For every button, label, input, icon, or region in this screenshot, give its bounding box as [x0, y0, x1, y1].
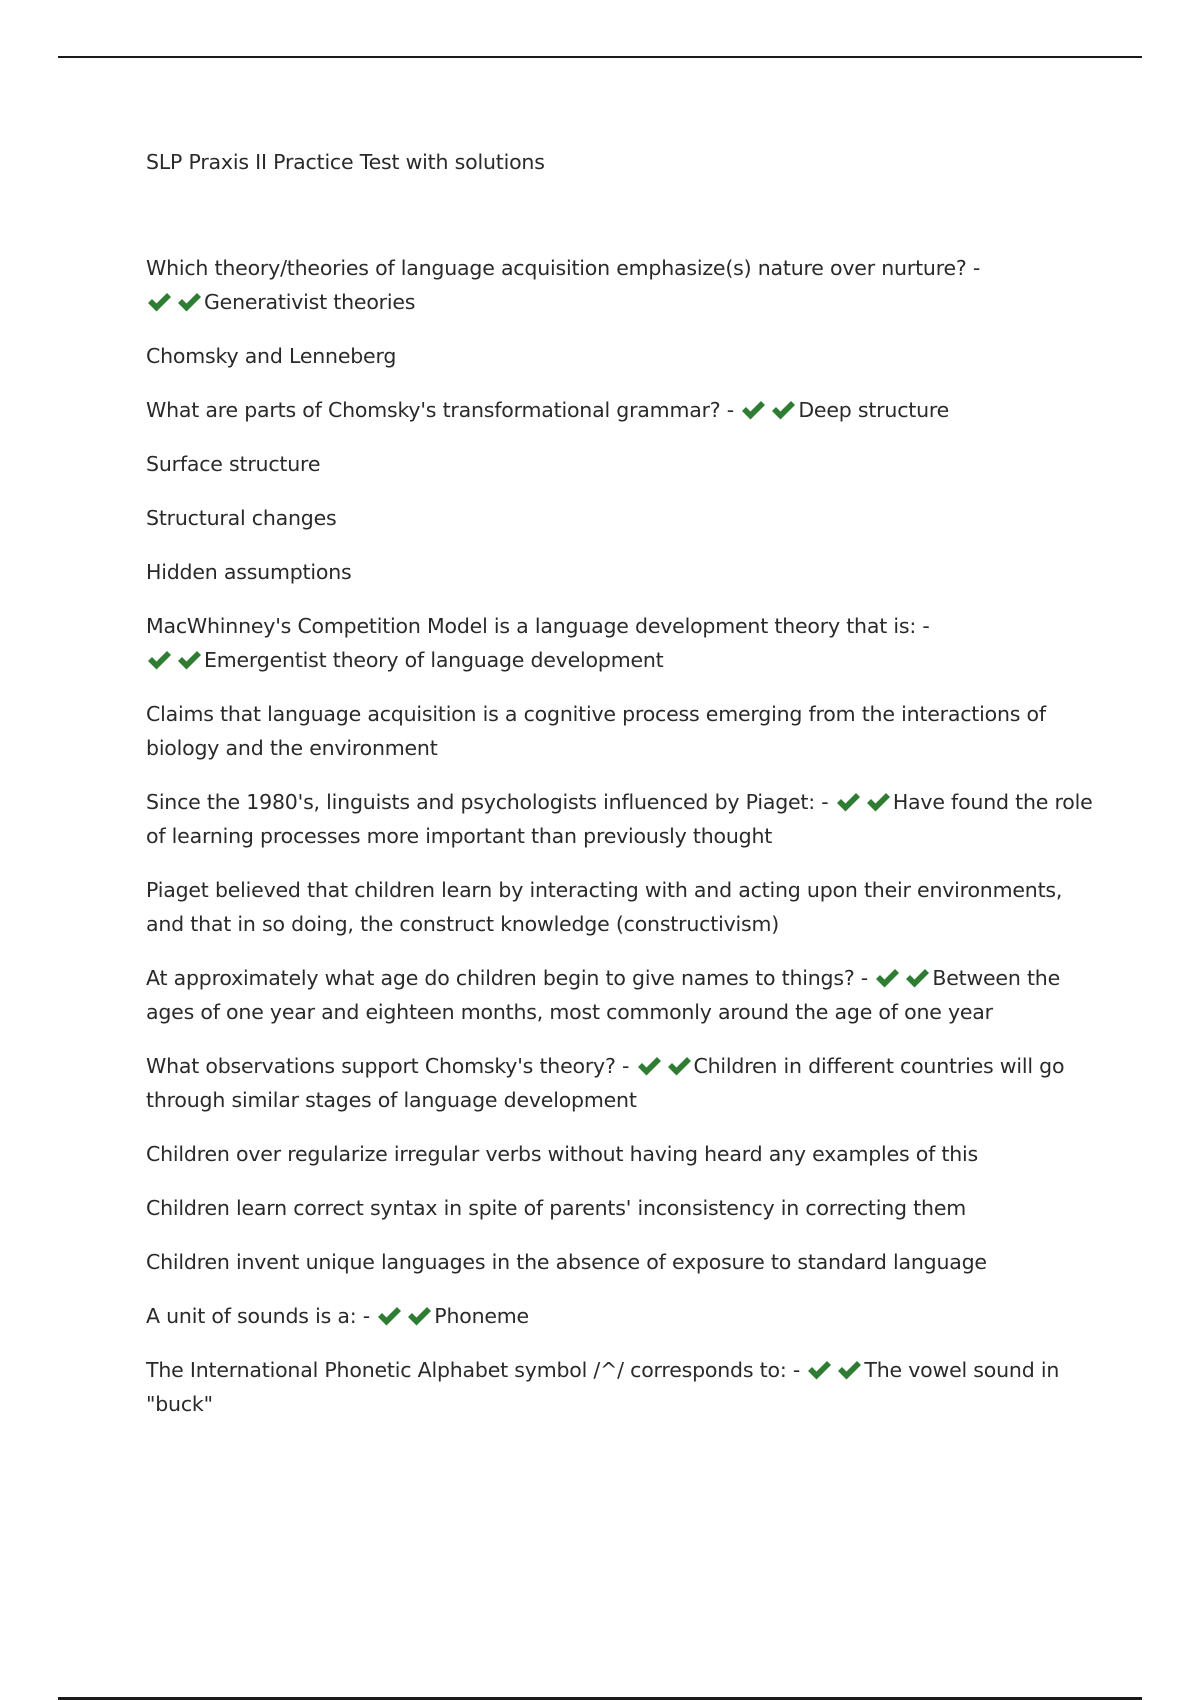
checkmark-icon [176, 291, 202, 313]
double-checkmark-icon [146, 648, 204, 672]
document-title: SLP Praxis II Practice Test with solutions [146, 150, 545, 174]
qa-paragraph [146, 393, 1106, 427]
double-checkmark-icon [806, 1358, 864, 1382]
note-paragraph: Claims that language acquisition is a cognitive process emerging from the interactions of biology and the environment [146, 702, 1046, 760]
question-text: MacWhinney's Competition Model is a language development theory that is: - [146, 614, 930, 638]
note-paragraph: Children invent unique languages in the absence of exposure to standard language [146, 1250, 987, 1274]
answer-text: Generativist theories [204, 290, 416, 314]
checkmark-icon [770, 399, 796, 421]
answer-text: Deep structure [798, 398, 950, 422]
answer-text: Emergentist theory of language development [204, 648, 664, 672]
answer-text: Between the ages of one year and eighteen months, most commonly around the age of one year [146, 966, 1061, 1024]
note-paragraph: Children learn correct syntax in spite of parents' inconsistency in correcting them [146, 1196, 966, 1220]
checkmark-icon [406, 1305, 432, 1327]
answer-text: The vowel sound in "buck" [146, 1358, 1060, 1416]
checkmark-icon [376, 1305, 402, 1327]
checkmark-icon [176, 649, 202, 671]
question-text: The International Phonetic Alphabet symbol /^/ corresponds to: - [146, 1358, 801, 1382]
double-checkmark-icon [636, 1054, 694, 1078]
question-text: Which theory/theories of language acquisition emphasize(s) nature over nurture? - [146, 256, 981, 280]
double-checkmark-icon [874, 966, 932, 990]
qa-paragraph [146, 785, 1106, 853]
qa-paragraph [146, 1353, 1106, 1421]
note-paragraph: Chomsky and Lenneberg [146, 344, 397, 368]
checkmark-icon [904, 967, 930, 989]
question-text: Since the 1980's, linguists and psychologists influenced by Piaget: - [146, 790, 829, 814]
checkmark-icon [146, 291, 172, 313]
qa-paragraph [146, 1049, 1106, 1117]
checkmark-icon [636, 1055, 662, 1077]
top-rule [58, 56, 1142, 58]
qa-paragraph [146, 609, 1106, 677]
qa-paragraph [146, 251, 1106, 319]
note-paragraph: Children over regularize irregular verbs without having heard any examples of this [146, 1142, 979, 1166]
checkmark-icon [865, 791, 891, 813]
checkmark-icon [740, 399, 766, 421]
question-text: At approximately what age do children begin to give names to things? - [146, 966, 869, 990]
note-paragraph: Hidden assumptions [146, 560, 352, 584]
checkmark-icon [666, 1055, 692, 1077]
checkmark-icon [836, 1359, 862, 1381]
note-paragraph: Piaget believed that children learn by interacting with and acting upon their environments, and that in so doing, the construct knowledge (constructivism) [146, 878, 1063, 936]
checkmark-icon [835, 791, 861, 813]
question-text: What are parts of Chomsky's transformational grammar? - [146, 398, 734, 422]
note-paragraph: Structural changes [146, 506, 337, 530]
checkmark-icon [806, 1359, 832, 1381]
checkmark-icon [146, 649, 172, 671]
question-text: What observations support Chomsky's theory? - [146, 1054, 630, 1078]
question-text: A unit of sounds is a: - [146, 1304, 370, 1328]
note-paragraph: Surface structure [146, 452, 321, 476]
double-checkmark-icon [740, 398, 798, 422]
answer-text: Children in different countries will go through similar stages of language development [146, 1054, 1065, 1112]
qa-paragraph [146, 1299, 1106, 1333]
qa-list [146, 251, 1106, 1421]
double-checkmark-icon [146, 290, 204, 314]
checkmark-icon [874, 967, 900, 989]
answer-text: Phoneme [434, 1304, 529, 1328]
qa-paragraph [146, 961, 1106, 1029]
double-checkmark-icon [376, 1304, 434, 1328]
document-body [146, 145, 1106, 1441]
answer-text: Have found the role of learning processes more important than previously thought [146, 790, 1093, 848]
double-checkmark-icon [835, 790, 893, 814]
